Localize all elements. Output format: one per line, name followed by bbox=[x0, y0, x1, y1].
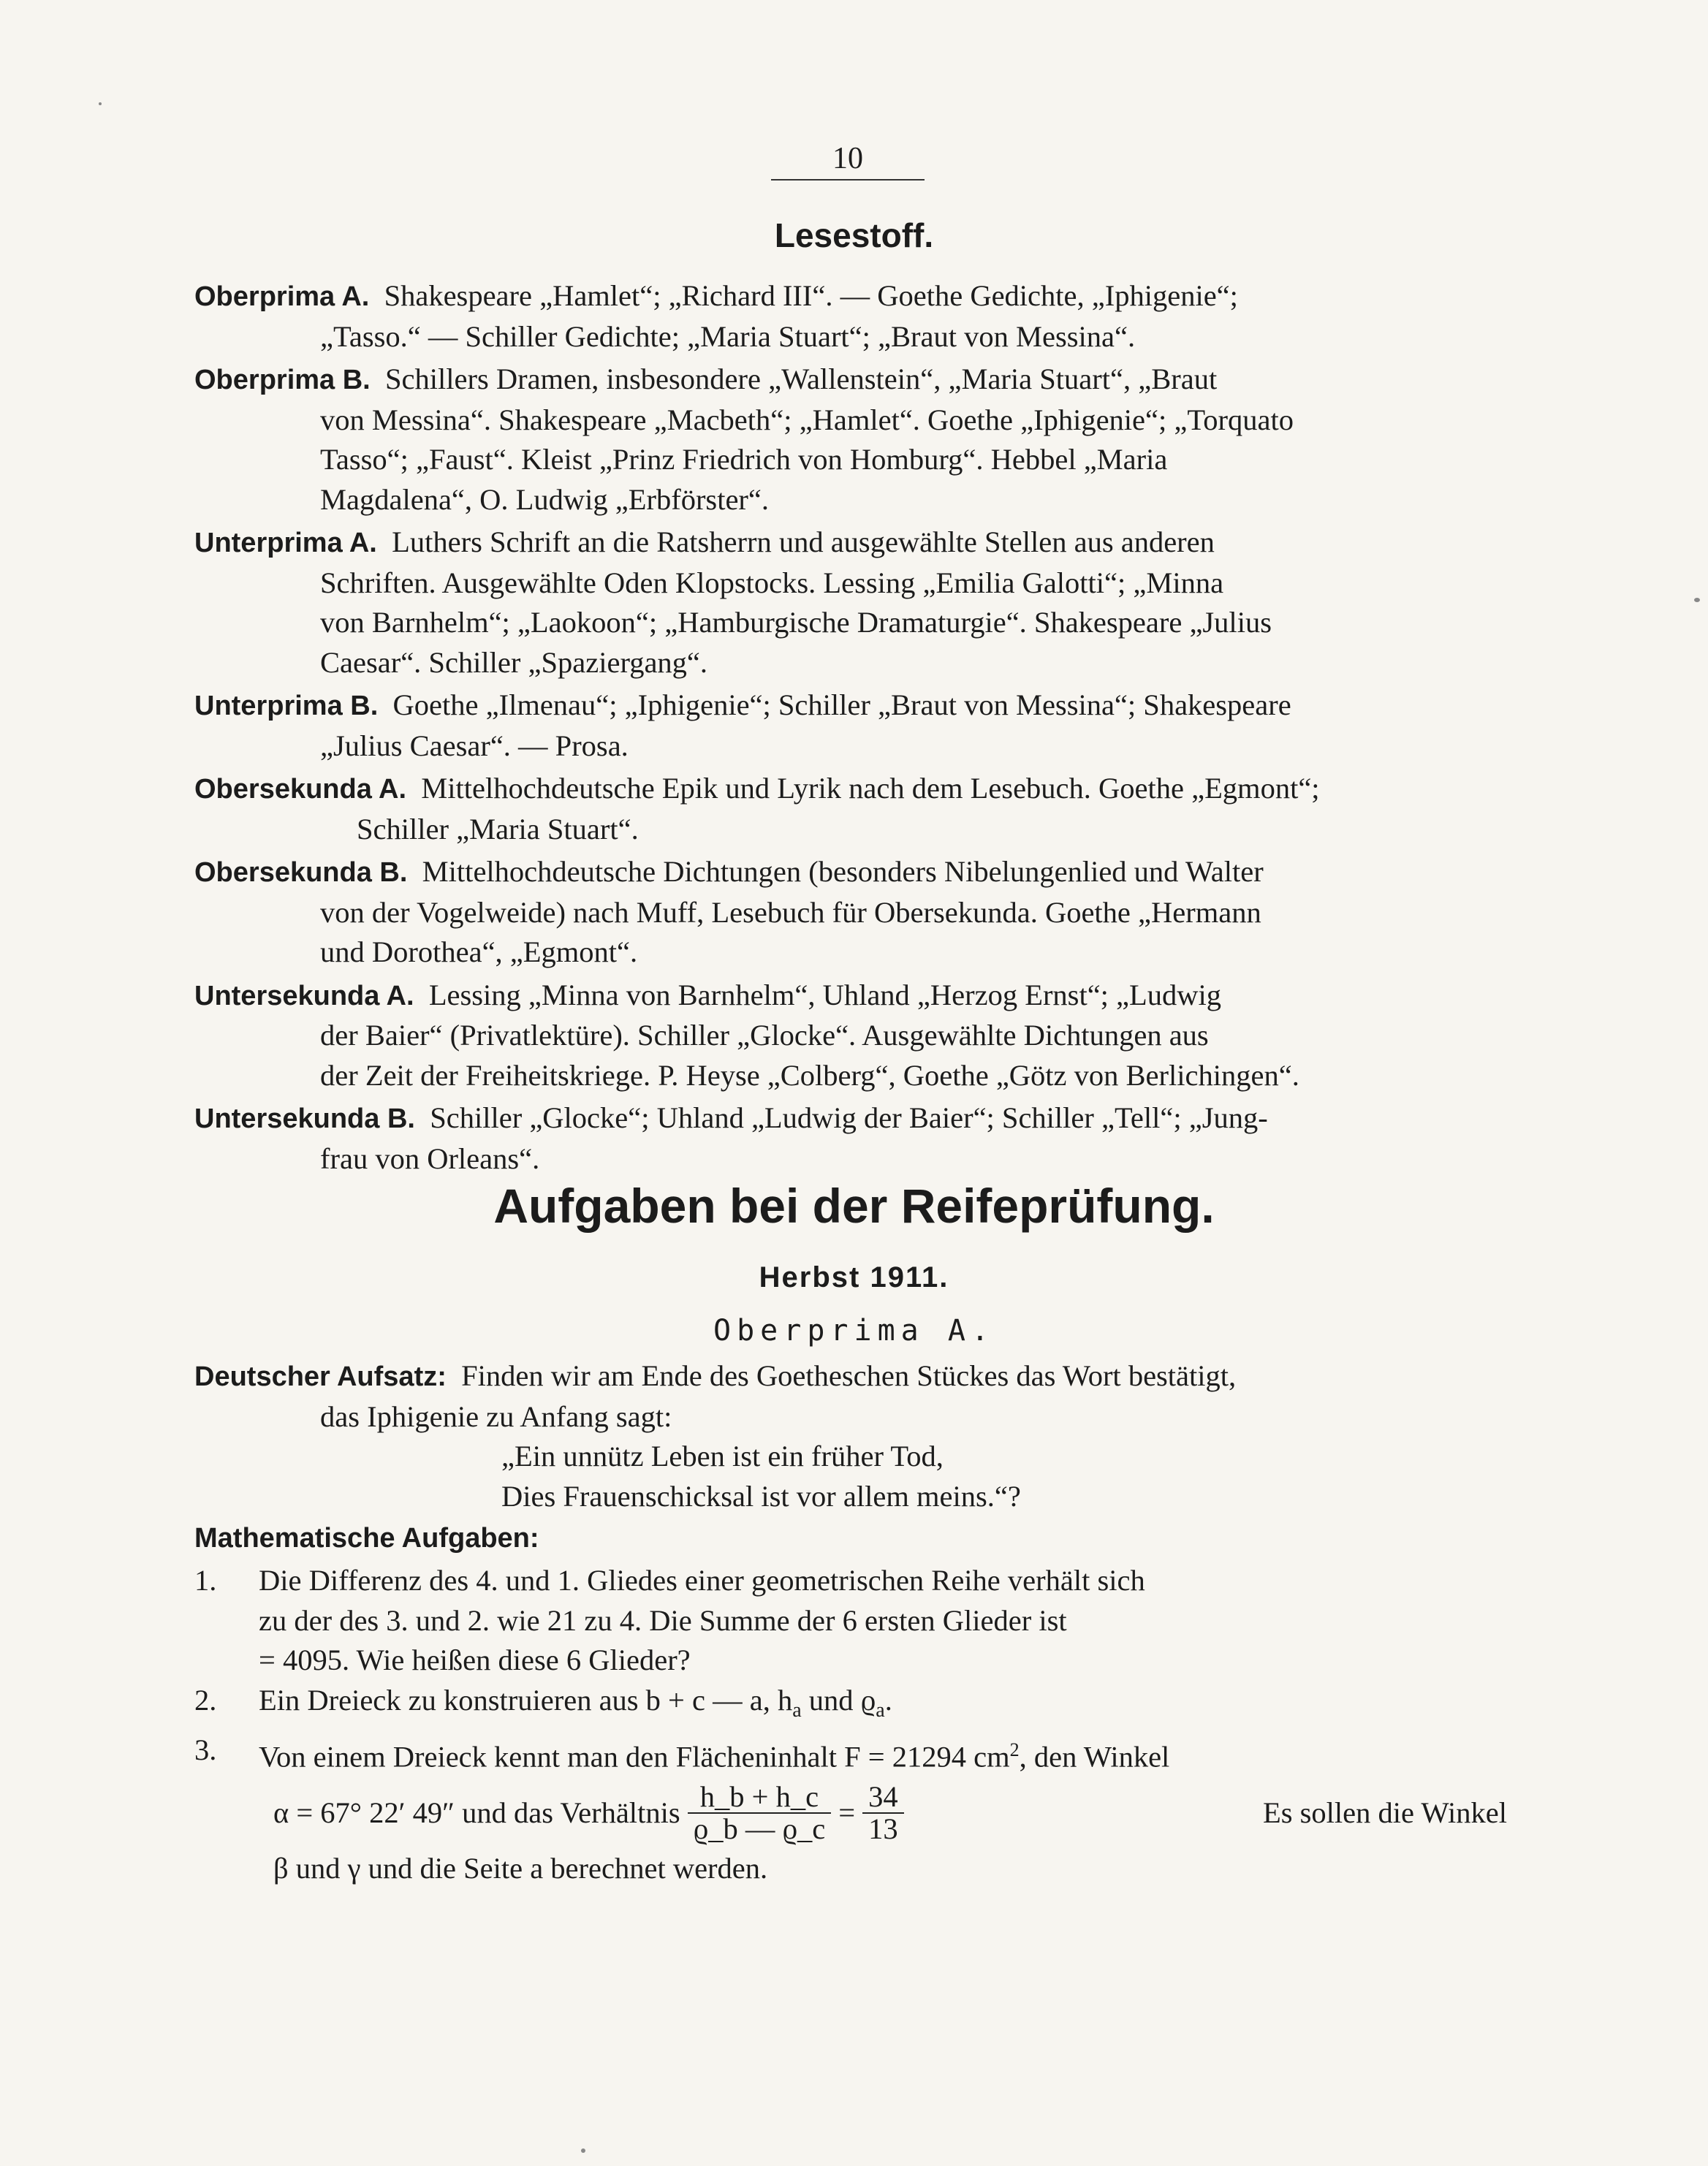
entry-label: Untersekunda A. bbox=[194, 980, 414, 1011]
entry-text: Mittelhochdeutsche Epik und Lyrik nach dem Lesebuch. Goethe „Egmont“; bbox=[421, 772, 1320, 805]
fraction-denominator: ϱ_b — ϱ_c bbox=[688, 1812, 832, 1844]
task-text: Von einem Dreieck kennt man den Flächeninhalt F = 21294 $cm^2$, den Winkel bbox=[259, 1739, 1170, 1774]
scan-speck bbox=[581, 2148, 585, 2153]
entry-text: frau von Orleans“. bbox=[320, 1141, 540, 1175]
aufgaben-heading: Aufgaben bei der Reifeprüfung. bbox=[493, 1179, 1215, 1233]
aufsatz-label: Deutscher Aufsatz: bbox=[194, 1361, 447, 1392]
entry-label: Oberprima A. bbox=[194, 281, 370, 312]
list-item bbox=[194, 852, 1507, 973]
task-number: 2. bbox=[194, 1683, 217, 1717]
entry-text: der Baier“ (Privatlektüre). Schiller „Glocke“. Ausgewählte Dichtungen aus bbox=[320, 1019, 1209, 1052]
aufsatz-quote: Dies Frauenschicksal ist vor allem meins.“? bbox=[501, 1479, 1021, 1513]
entry-text: Caesar“. Schiller „Spaziergang“. bbox=[320, 645, 708, 679]
aufsatz-text: Finden wir am Ende des Goetheschen Stückes das Wort bestätigt, bbox=[461, 1359, 1237, 1392]
math-heading: Mathematische Aufgaben: bbox=[194, 1523, 539, 1554]
list-item bbox=[194, 685, 1507, 766]
entry-text: Schillers Dramen, insbesondere „Wallenstein“, „Maria Stuart“, „Braut bbox=[384, 362, 1218, 395]
list-item bbox=[194, 1098, 1507, 1179]
list-item bbox=[69, 1730, 1507, 1889]
page-number-rule bbox=[771, 179, 925, 180]
list-item bbox=[194, 360, 1507, 520]
entry-text: Schriften. Ausgewählte Oden Klopstocks. Lessing „Emilia Galotti“; „Minna bbox=[320, 566, 1224, 599]
entry-text: Magdalena“, O. Ludwig „Erbförster“. bbox=[320, 482, 770, 516]
ratio-fraction bbox=[688, 1782, 832, 1844]
list-item bbox=[69, 1561, 1507, 1681]
entry-text: Schiller „Glocke“; Uhland „Ludwig der Baier“; Schiller „Tell“; „Jung- bbox=[430, 1101, 1268, 1134]
entry-text: Shakespeare „Hamlet“; „Richard III“. — Goethe Gedichte, „Iphigenie“; bbox=[384, 279, 1238, 312]
entry-label: Oberprima B. bbox=[194, 365, 371, 395]
entry-text: und Dorothea“, „Egmont“. bbox=[320, 935, 638, 968]
entry-label: Untersekunda B. bbox=[194, 1103, 415, 1134]
entry-text: von Barnhelm“; „Laokoon“; „Hamburgische Dramaturgie“. Shakespeare „Julius bbox=[320, 606, 1272, 639]
entry-text: der Zeit der Freiheitskriege. P. Heyse „Colberg“, Goethe „Götz von Berlichingen“. bbox=[320, 1058, 1299, 1092]
entry-label: Obersekunda B. bbox=[194, 857, 408, 888]
entry-text: Tasso“; „Faust“. Kleist „Prinz Friedrich von Homburg“. Hebbel „Maria bbox=[320, 443, 1168, 476]
fraction-numerator: 34 bbox=[868, 1780, 898, 1814]
list-item bbox=[194, 769, 1507, 849]
entry-label: Unterprima B. bbox=[194, 691, 379, 721]
task-text: = 4095. Wie heißen diese 6 Glieder? bbox=[259, 1644, 691, 1676]
entry-text: von Messina“. Shakespeare „Macbeth“; „Hamlet“. Goethe „Iphigenie“; „Torquato bbox=[320, 403, 1294, 436]
math-task-list bbox=[194, 1561, 1507, 1889]
task-text: Die Differenz des 4. und 1. Gliedes einer geometrischen Reihe verhält sich bbox=[259, 1564, 1145, 1597]
entry-text: Luthers Schrift an die Ratsherrn und ausgewählte Stellen aus anderen bbox=[392, 525, 1215, 558]
scan-speck bbox=[1694, 598, 1700, 602]
value-fraction bbox=[862, 1782, 904, 1844]
entry-text: Goethe „Ilmenau“; „Iphigenie“; Schiller „Braut von Messina“; Shakespeare bbox=[392, 688, 1291, 721]
entry-text: Schiller „Maria Stuart“. bbox=[357, 812, 639, 846]
task-text: Ein Dreieck zu konstruieren aus b + c — a, $h_a$ und $ϱ_a$. bbox=[259, 1683, 892, 1722]
equals-sign: = bbox=[838, 1796, 856, 1829]
task-text: α = 67° 22′ 49″ und das Verhältnis $\frac{h\_b + h\_c}{ϱ\_b — ϱ\_c}$ = $\frac{34}{13}$ bbox=[273, 1782, 911, 1844]
list-item bbox=[194, 522, 1507, 683]
aufsatz-quote: „Ein unnütz Leben ist ein früher Tod, bbox=[501, 1440, 944, 1472]
list-item bbox=[69, 1681, 1507, 1731]
list-item bbox=[194, 276, 1507, 357]
lesestoff-list bbox=[194, 276, 1507, 1182]
task-text: β und γ und die Seite a berechnet werden. bbox=[273, 1852, 768, 1885]
aufsatz-block bbox=[194, 1356, 1507, 1516]
entry-label: Unterprima A. bbox=[194, 528, 377, 558]
scan-speck bbox=[99, 102, 102, 105]
fraction-denominator: 13 bbox=[862, 1812, 904, 1844]
task-text: zu der des 3. und 2. wie 21 zu 4. Die Summe der 6 ersten Glieder ist bbox=[259, 1603, 1067, 1637]
entry-text: Lessing „Minna von Barnhelm“, Uhland „Herzog Ernst“; „Ludwig bbox=[428, 978, 1222, 1011]
entry-text: Mittelhochdeutsche Dichtungen (besonders Nibelungenlied und Walter bbox=[422, 855, 1264, 888]
fraction-numerator: h_b + h_c bbox=[699, 1780, 819, 1814]
aufsatz-text: das Iphigenie zu Anfang sagt: bbox=[320, 1399, 672, 1433]
term-heading: Herbst 1911. bbox=[759, 1261, 949, 1293]
page-number: 10 bbox=[832, 142, 863, 175]
entry-text: „Tasso.“ — Schiller Gedichte; „Maria Stuart“; „Braut von Messina“. bbox=[320, 319, 1136, 353]
task-text: Es sollen die Winkel bbox=[1263, 1796, 1507, 1829]
list-item bbox=[194, 976, 1507, 1096]
task-number: 3. bbox=[194, 1733, 217, 1767]
lesestoff-heading: Lesestoff. bbox=[774, 216, 934, 254]
entry-text: von der Vogelweide) nach Muff, Lesebuch für Obersekunda. Goethe „Hermann bbox=[320, 895, 1261, 929]
entry-text: „Julius Caesar“. — Prosa. bbox=[320, 729, 629, 762]
task-number: 1. bbox=[194, 1564, 217, 1597]
entry-label: Obersekunda A. bbox=[194, 774, 407, 805]
class-heading: Oberprima A. bbox=[713, 1314, 995, 1348]
